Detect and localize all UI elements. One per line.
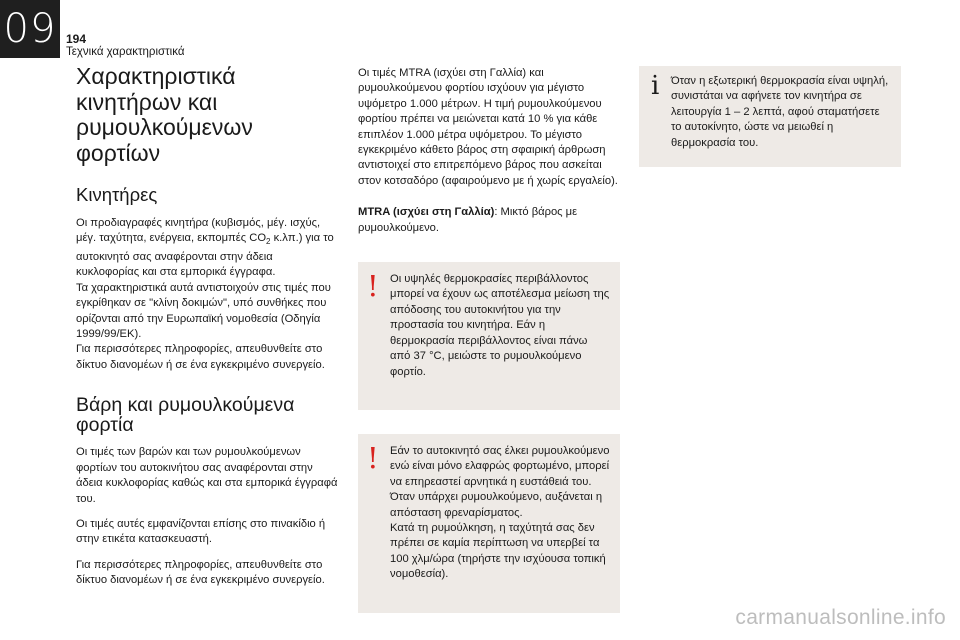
page-number: 194	[66, 32, 87, 46]
engines-heading: Κινητήρες	[76, 184, 158, 205]
weights-paragraph-3: Για περισσότερες πληροφορίες, απευθυνθείτε στο δίκτυο διανομέων ή σε ένα εγκεκριμένο συνεργείο.	[76, 558, 325, 587]
column-middle	[358, 66, 620, 623]
warning-text-1: Εάν το αυτοκινητό σας έλκει ρυμουλκούμενο ενώ είναι μόνο ελαφρώς φορτωμένο, μπορεί να επηρεαστεί αρνητικά η ευστάθειά του.	[390, 444, 610, 488]
mtra-paragraph: Οι τιμές MTRA (ισχύει στη Γαλλία) και ρυμουλκούμενου φορτίου ισχύουν για μέγιστο υψόμετρο 1.000 μέτρων. Η τιμή ρυμουλκούμενου φορτίου πρέπει να μειώνεται κατά 10 % για κάθε επιπλέον 1.000 μέτρα υψόμετρου. Το μέγιστο εγκεκριμένο κάθετο βάρος στη σφαιρική άρθρωση αντιστοιχεί στο επιτρεπόμενο βάρος που ασκείται στον κοτσαδόρο (αφαιρούμενο με ή χωρίς εργαλείο).	[358, 67, 618, 187]
section-title: Τεχνικά χαρακτηριστικά	[66, 46, 185, 58]
chapter-number: 09	[0, 0, 60, 58]
main-title: Χαρακτηριστικά κινητήρων και ρυμουλκούμενων φορτίων	[76, 63, 253, 166]
weights-paragraph-2: Οι τιμές αυτές εμφανίζονται επίσης στο πινακίδιο ή στην ετικέτα κατασκευαστή.	[76, 517, 326, 546]
warning-text-3: Κατά τη ρυμούλκηση, η ταχύτητά σας δεν πρέπει σε καμία περίπτωση να υπερβεί τα 100 χλμ/ώρα (τηρήστε την ισχύουσα τοπική νομοθεσία).	[390, 521, 606, 581]
weights-heading: Βάρη και ρυμουλκούμενα φορτία	[76, 394, 295, 437]
info-icon: i	[651, 71, 660, 101]
info-text: Όταν η εξωτερική θερμοκρασία είναι υψηλή, συνιστάται να αφήνετε τον κινητήρα σε λειτουργία 1 – 2 λεπτά, αφού σταματήσετε το αυτοκίνητο, ώστε να μειωθεί η θερμοκρασία του.	[671, 75, 889, 149]
mtra-definition: MTRA (ισχύει στη Γαλλία): Μικτό βάρος με ρυμουλκούμενο.	[358, 206, 578, 234]
info-box	[639, 66, 901, 167]
watermark: carmanualsonline.info	[735, 606, 946, 629]
warning-icon: !	[367, 440, 379, 475]
warning-text-2: Όταν υπάρχει ρυμουλκούμενο, αυξάνεται η απόσταση φρεναρίσματος.	[390, 491, 603, 519]
engines-paragraph-1: Οι προδιαγραφές κινητήρα (κυβισμός, μέγ. ισχύς, μέγ. ταχύτητα, ενέργεια, εκπομπές $CO_2$ κ.λπ.) για το αυτοκινητό σας αναφέρονται στην άδεια κυκλοφορίας και στα εμπορικά έγγραφα. Τα χαρακτηριστικά αυτά αντιστοιχούν στις τιμές που εγκρίθηκαν σε "κλίνη δοκιμών", υπό συνθήκες που ορίζονται από την Ευρωπαϊκή νομοθεσία (Οδηγία 1999/99/ΕΚ). Για περισσότερες πληροφορίες, απευθυνθείτε στο δίκτυο διανομέων ή σε ένα εγκεκριμένο συνεργείο.	[76, 217, 334, 371]
column-left	[76, 64, 338, 599]
warning-box-temperature	[358, 262, 620, 410]
weights-paragraph-1: Οι τιμές των βαρών και των ρυμουλκούμενων φορτίων του αυτοκινήτου σας αναφέρονται στην άδεια κυκλοφορίας καθώς και στα εμπορικά έγγραφά του.	[76, 446, 338, 505]
column-right	[639, 66, 901, 167]
warning-text: Οι υψηλές θερμοκρασίες περιβάλλοντος μπορεί να έχουν ως αποτέλεσμα μείωση της απόδοσης του αυτοκινήτου για την προστασία του κινητήρα. Εάν η θερμοκρασία περιβάλλοντος είναι πάνω από 37 °C, μειώστε το ρυμουλκούμενο φορτίο.	[390, 273, 610, 378]
warning-icon: !	[367, 269, 379, 304]
warning-box-towing	[358, 434, 620, 613]
